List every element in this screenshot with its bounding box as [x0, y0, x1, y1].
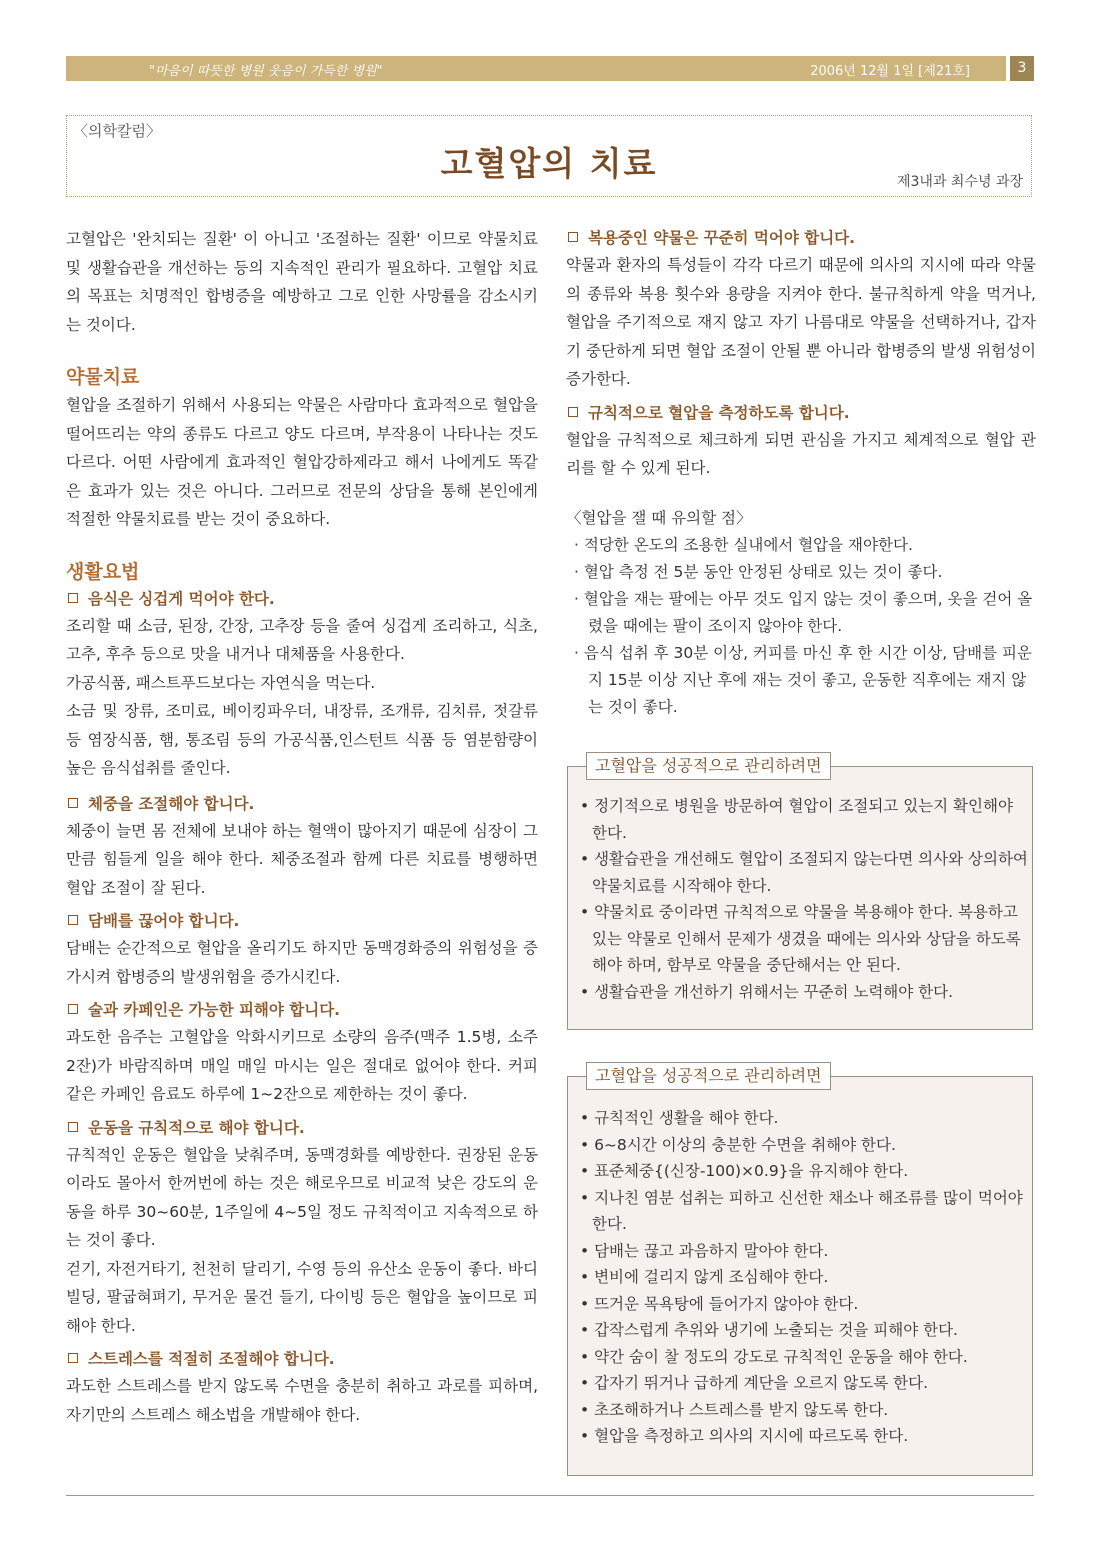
issue-date: 2006년 12월 1일 [제21호] — [810, 64, 970, 79]
note-item: · 적당한 온도의 조용한 실내에서 혈압을 재야한다. — [574, 535, 913, 554]
subheading-alcohol — [66, 997, 538, 1023]
subheading-smoking — [66, 908, 538, 934]
alcohol-paragraph: 과도한 음주는 고혈압을 악화시키므로 소량의 음주(맥주 1.5병, 소주 2잔)가 바람직하며 매일 매일 마시는 일은 절대로 없어야 한다. 커피 같은 카페인 음료도 하루에 1~2잔으로 제한하는 것이 좋다. — [66, 1028, 538, 1103]
panel-label: 고혈압을 성공적으로 관리하려면 — [586, 1062, 831, 1090]
page-number: 3 — [1010, 56, 1034, 81]
section-heading-lifestyle: 생활요법 — [66, 560, 140, 583]
subheading-text: 복용중인 약물은 꾸준히 먹어야 합니다. — [588, 229, 856, 247]
checkbox-icon — [568, 232, 578, 242]
checkbox-icon — [68, 1122, 78, 1132]
stress-paragraph: 과도한 스트레스를 받지 않도록 수면을 충분히 취하고 과로를 피하며, 자기만의 스트레스 해소법을 개발해야 한다. — [66, 1377, 538, 1424]
list-item: • 혈압을 측정하고 의사의 지시에 따르도록 한다. — [580, 1427, 909, 1445]
note-item: · 음식 섭취 후 30분 이상, 커피를 마신 후 한 시간 이상, 담배를 피운지 15분 이상 지난 후에 재는 것이 좋고, 운동한 직후에는 재지 않는 것이 좋다. — [574, 643, 1032, 716]
checkbox-icon — [68, 1004, 78, 1014]
subheading-exercise — [66, 1115, 538, 1141]
subheading-medication — [566, 225, 1036, 251]
left-column — [66, 225, 538, 1429]
list-item: • 담배는 끊고 과음하지 말아야 한다. — [580, 1241, 829, 1260]
subheading-weight — [66, 791, 538, 817]
list-item: • 표준체중{(신장-100)×0.9}을 유지해야 한다. — [580, 1162, 909, 1180]
smoking-paragraph: 담배는 순간적으로 혈압을 올리기도 하지만 동맥경화증의 위험성을 증가시켜 합병증의 발생위험을 증가시킨다. — [66, 939, 538, 986]
section-heading-drug: 약물치료 — [66, 366, 140, 388]
exercise-paragraph-1: 규칙적인 운동은 혈압을 낮춰주며, 동맥경화를 예방한다. 권장된 운동이라도 몰아서 한꺼번에 하는 것은 해로우므로 비교적 낮은 강도의 운동을 하루 30~60분, 1주일에 4~5일 정도 규칙적이고 지속적으로 하는 것이 좋다. — [66, 1145, 538, 1249]
intro-paragraph: 고혈압은 '완치되는 질환' 이 아니고 '조절하는 질환' 이므로 약물치료 및 생활습관을 개선하는 등의 지속적인 관리가 필요하다. 고혈압 치료의 목표는 치명적인 합병증을 예방하고 그로 인한 사망률을 감소시키는 것이다. — [66, 230, 538, 334]
panel-label: 고혈압을 성공적으로 관리하려면 — [586, 752, 831, 780]
subheading-text: 술과 카페인은 가능한 피해야 합니다. — [88, 1001, 341, 1019]
measurement-notes — [566, 505, 1036, 721]
checkbox-icon — [568, 407, 578, 417]
checkbox-icon — [68, 1353, 78, 1363]
subheading-text: 음식은 싱겁게 먹어야 한다. — [88, 589, 275, 608]
tips-list — [568, 793, 1032, 1005]
subheading-stress — [66, 1346, 538, 1372]
note-item: · 혈압 측정 전 5분 동안 안정된 상태로 있는 것이 좋다. — [574, 562, 943, 581]
list-item: • 갑작스럽게 추위와 냉기에 노출되는 것을 피해야 한다. — [580, 1321, 958, 1339]
weight-paragraph: 체중이 늘면 몸 전체에 보내야 하는 혈액이 많아지기 때문에 심장이 그만큼 힘들게 일을 해야 한다. 체중조절과 함께 다른 치료를 병행하면 혈압 조절이 잘 된다. — [66, 821, 538, 897]
article-title-box — [66, 115, 1032, 197]
exercise-paragraph-2: 걷기, 자전거타기, 천천히 달리기, 수영 등의 유산소 운동이 좋다. 바디빌딩, 팔굽혀펴기, 무거운 물건 들기, 다이빙 등은 혈압을 높이므로 피해야 한다. — [66, 1259, 538, 1335]
tips-list — [568, 1105, 1032, 1450]
subheading-measurement — [566, 400, 1036, 426]
list-item: • 뜨거운 목욕탕에 들어가지 않아야 한다. — [580, 1294, 859, 1313]
note-item: · 혈압을 재는 팔에는 아무 것도 입지 않는 것이 좋으며, 옷을 걷어 올렸을 때에는 팔이 조이지 않아야 한다. — [574, 589, 1033, 635]
subheading-food — [66, 586, 538, 612]
header-slogan: "마음이 따뜻한 병원 웃음이 가득한 병원" — [149, 64, 383, 79]
list-item: • 정기적으로 병원을 방문하여 혈압이 조절되고 있는지 확인해야 한다. — [580, 797, 1013, 842]
list-item: • 생활습관을 개선하기 위해서는 꾸준히 노력해야 한다. — [580, 982, 954, 1001]
list-item: • 생활습관을 개선해도 혈압이 조절되지 않는다면 의사와 상의하여 약물치료를 시작해야 한다. — [580, 850, 1028, 895]
checkbox-icon — [68, 593, 78, 603]
food-paragraph-3: 소금 및 장류, 조미료, 베이킹파우더, 내장류, 조개류, 김치류, 젓갈류 등 염장식품, 햄, 통조림 등의 가공식품,인스턴트 식품 등 염분함량이 높은 음식섭취를 줄인다. — [66, 702, 538, 777]
food-paragraph-2: 가공식품, 패스트푸드보다는 자연식을 먹는다. — [66, 673, 376, 692]
list-item: • 초조해하거나 스트레스를 받지 않도록 한다. — [580, 1400, 889, 1419]
food-paragraph-1: 조리할 때 소금, 된장, 간장, 고추장 등을 줄여 싱겁게 조리하고, 식초, 고추, 후추 등으로 맛을 내거나 대체품을 사용한다. — [66, 616, 538, 663]
notes-heading: 〈혈압을 잴 때 유의할 점〉 — [566, 508, 752, 527]
list-item: • 6~8시간 이상의 충분한 수면을 취해야 한다. — [580, 1135, 896, 1154]
subheading-text: 운동을 규칙적으로 해야 합니다. — [88, 1118, 305, 1137]
list-item: • 갑자기 뛰거나 급하게 계단을 오르지 않도록 한다. — [580, 1374, 929, 1392]
subheading-text: 스트레스를 적절히 조절해야 합니다. — [88, 1350, 335, 1368]
list-item: • 약간 숨이 찰 정도의 강도로 규칙적인 운동을 해야 한다. — [580, 1347, 968, 1366]
measurement-paragraph: 혈압을 규칙적으로 체크하게 되면 관심을 가지고 체계적으로 혈압 관리를 할 수 있게 된다. — [566, 430, 1036, 477]
list-item: • 지나친 염분 섭취는 피하고 신선한 채소나 해조류를 많이 먹어야 한다. — [580, 1188, 1023, 1233]
right-column — [566, 225, 1036, 721]
article-category: 〈의학칼럼〉 — [73, 122, 161, 140]
header-bar — [66, 56, 1006, 81]
list-item: • 약물치료 중이라면 규칙적으로 약물을 복용해야 한다. 복용하고 있는 약물로 인해서 문제가 생겼을 때에는 의사와 상담을 하도록 해야 하며, 함부로 약물을 중단해서는 안 된다. — [580, 903, 1021, 974]
footer-rule — [66, 1495, 1034, 1496]
subheading-text: 규칙적으로 혈압을 측정하도록 합니다. — [588, 403, 850, 422]
medication-paragraph: 약물과 환자의 특성들이 각각 다르기 때문에 의사의 지시에 따라 약물의 종류와 복용 횟수와 용량을 지켜야 한다. 불규칙하게 약을 먹거나, 혈압을 주기적으로 재지 않고 자기 나름대로 약물을 선택하거나, 갑자기 중단하게 되면 혈압 조절이 안될 뿐 아니라 합병증의 발생 위험성이 증가한다. — [566, 256, 1036, 388]
drug-paragraph: 혈압을 조절하기 위해서 사용되는 약물은 사람마다 효과적으로 혈압을 떨어뜨리는 약의 종류도 다르고 양도 다르며, 부작용이 나타나는 것도 다르다. 어떤 사람에게 효과적인 혈압강하제라고 해서 나에게도 똑같은 효과가 있는 것은 아니다. 그러므로 전문의 상담을 통해 본인에게 적절한 약물치료를 받는 것이 중요하다. — [66, 396, 538, 528]
management-tips-panel-1 — [567, 756, 1033, 1030]
management-tips-panel-2 — [567, 1066, 1033, 1476]
list-item: • 규칙적인 생활을 해야 한다. — [580, 1109, 779, 1127]
subheading-text: 담배를 끊어야 합니다. — [88, 912, 240, 930]
subheading-text: 체중을 조절해야 합니다. — [88, 794, 255, 813]
list-item: • 변비에 걸리지 않게 조심해야 한다. — [580, 1268, 829, 1286]
checkbox-icon — [68, 798, 78, 808]
article-author: 제3내과 최수녕 과장 — [897, 174, 1023, 190]
checkbox-icon — [68, 915, 78, 925]
article-title: 고혈압의 치료 — [440, 144, 658, 183]
